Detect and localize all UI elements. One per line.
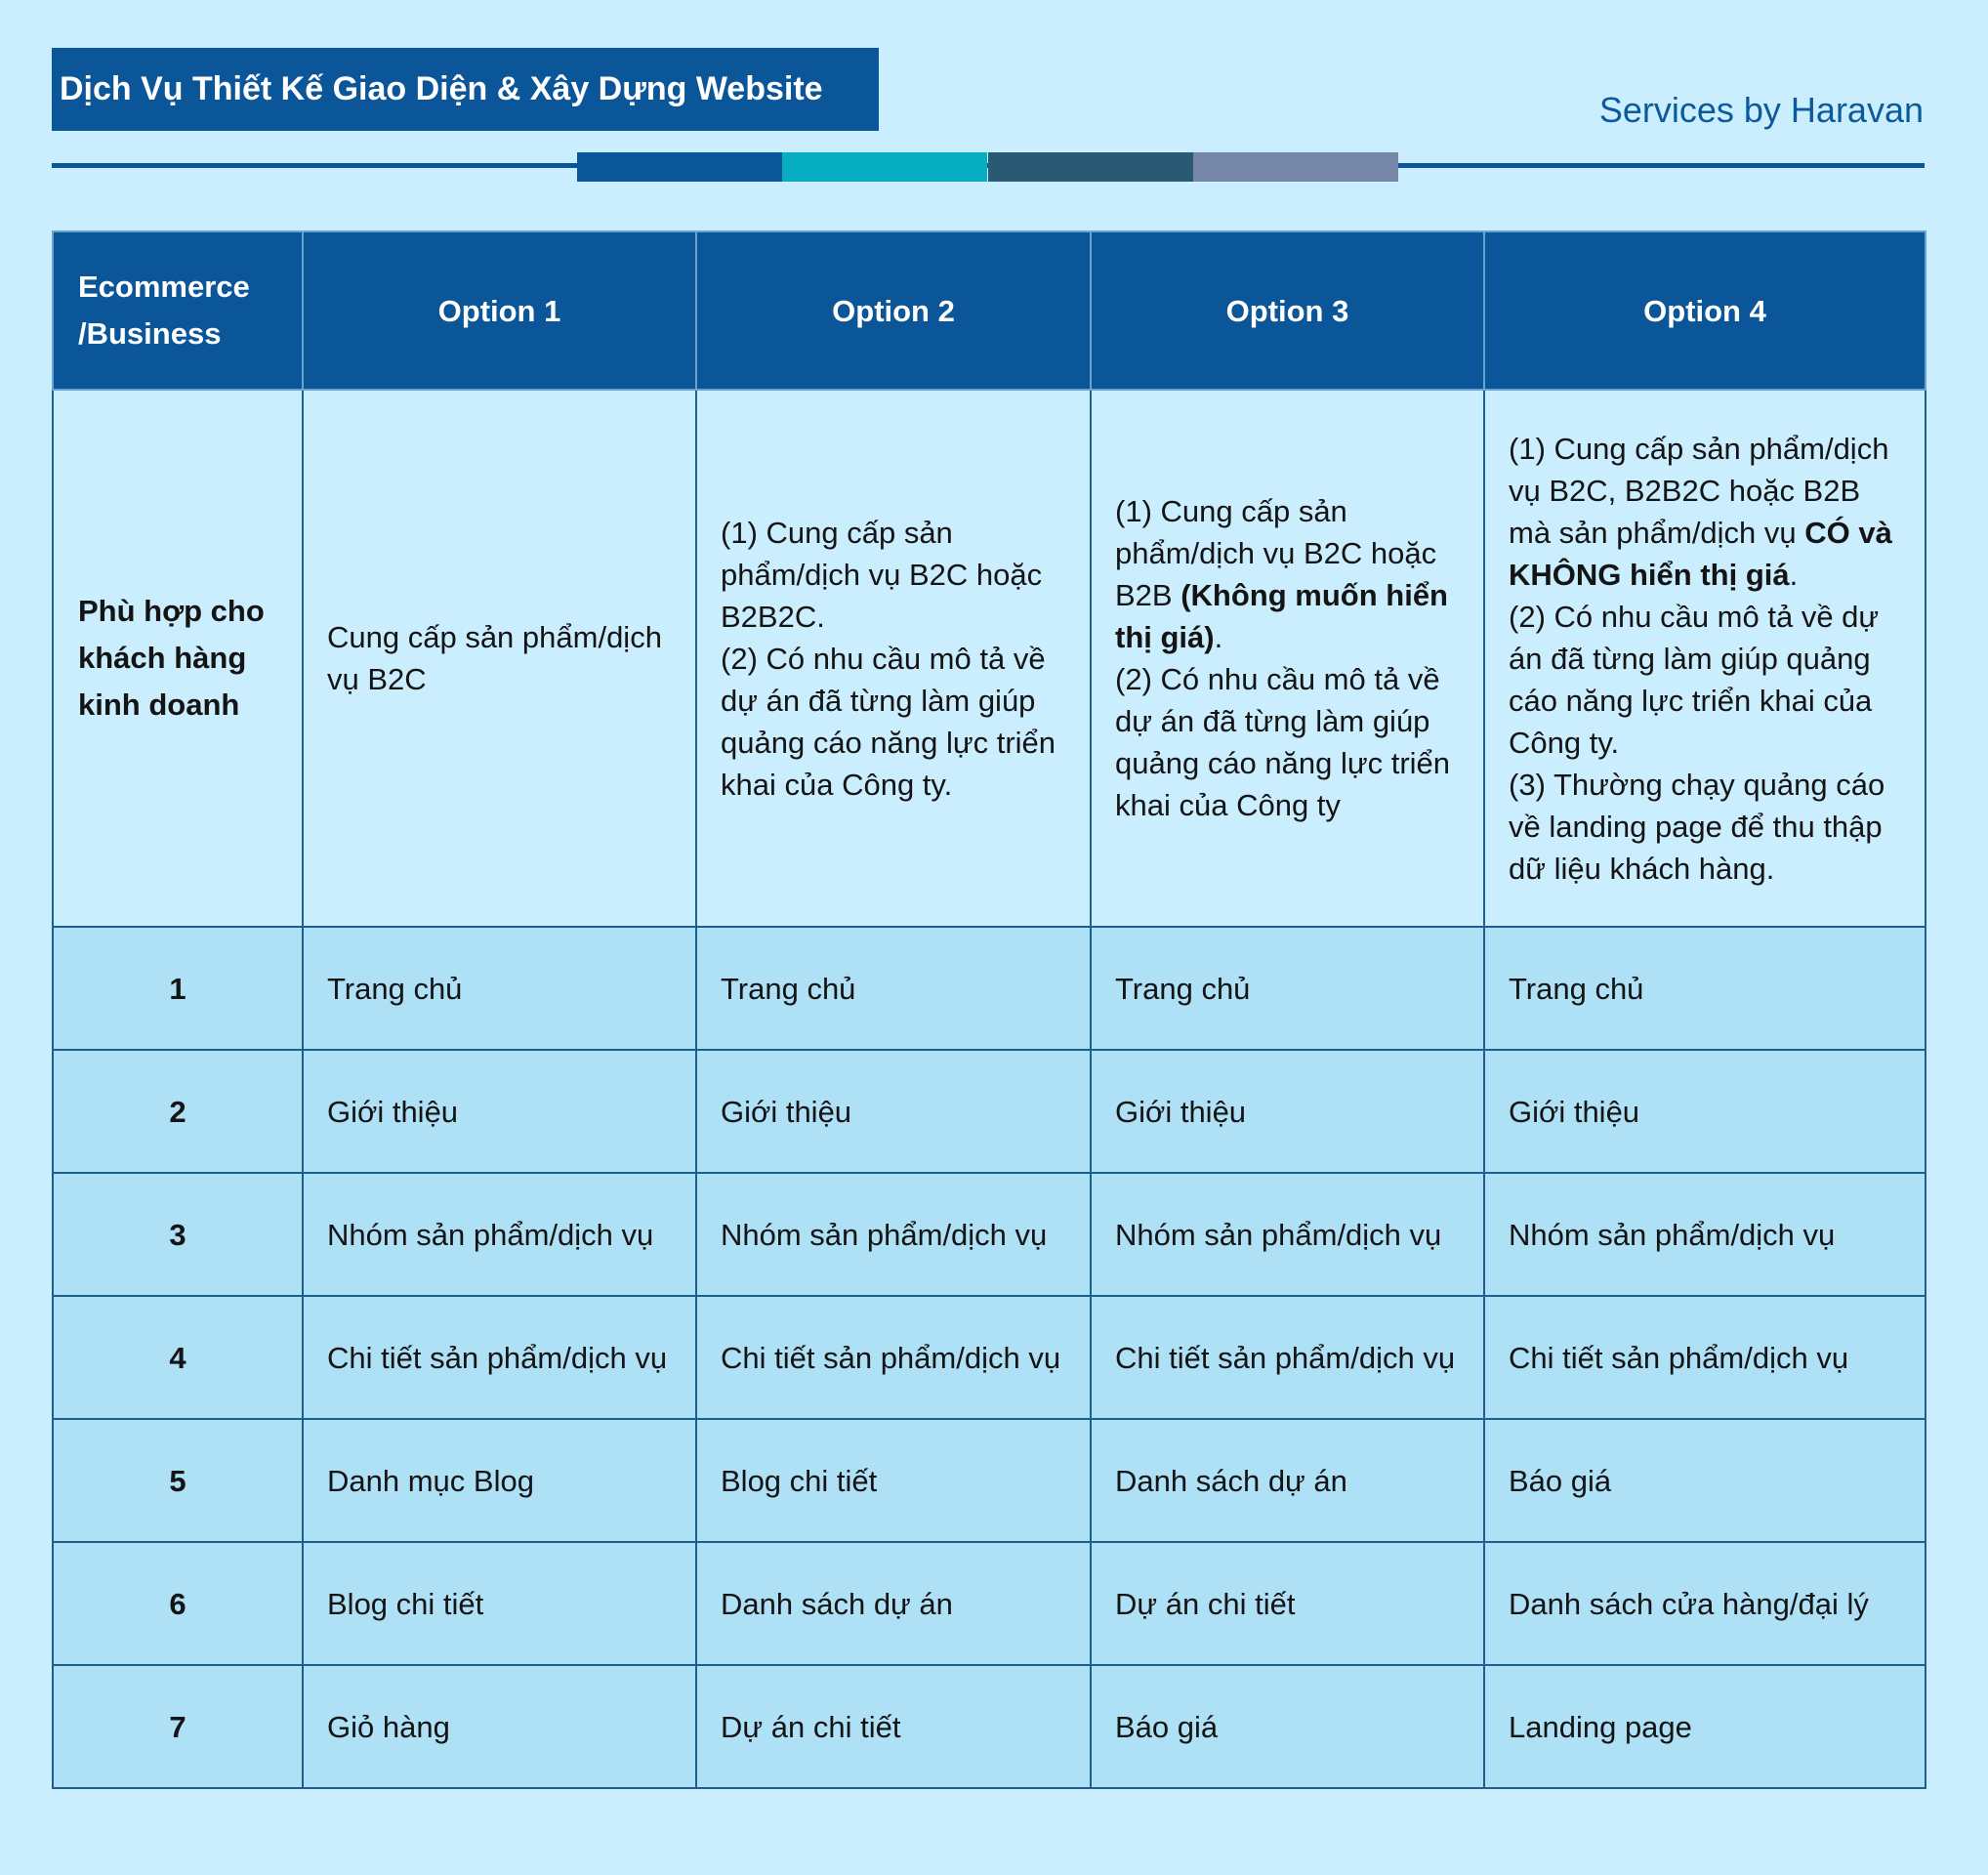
table-cell: Danh sách dự án xyxy=(1091,1419,1484,1542)
table-cell: Giỏ hàng xyxy=(303,1665,696,1788)
table-row xyxy=(53,1050,1926,1173)
page-title-banner xyxy=(52,48,879,131)
table-cell: Blog chi tiết xyxy=(303,1542,696,1665)
suitability-label: Phù hợp cho khách hàng kinh doanh xyxy=(53,390,303,927)
comparison-table xyxy=(52,230,1926,1789)
table-cell: Nhóm sản phẩm/dịch vụ xyxy=(303,1173,696,1296)
suitability-option-3-p1: (1) Cung cấp sản phẩm/dịch vụ B2C hoặc B2B (Không muốn hiển thị giá). xyxy=(1115,494,1448,654)
column-header-business: Ecommerce /Business xyxy=(53,231,303,390)
table-cell: Dự án chi tiết xyxy=(696,1665,1091,1788)
table-row xyxy=(53,1665,1926,1788)
divider-segment-2 xyxy=(782,152,987,182)
table-cell: Báo giá xyxy=(1091,1665,1484,1788)
brand-text: Services by Haravan xyxy=(1598,90,1924,130)
table-cell: Trang chủ xyxy=(1091,927,1484,1050)
table-cell: Danh mục Blog xyxy=(303,1419,696,1542)
table-cell: Giới thiệu xyxy=(1484,1050,1926,1173)
table-row xyxy=(53,927,1926,1050)
table-cell: Trang chủ xyxy=(303,927,696,1050)
suitability-option-3-p2: (2) Có nhu cầu mô tả về dự án đã từng làm giúp quảng cáo năng lực triển khai của Công ty xyxy=(1115,662,1451,822)
column-header-option-3: Option 3 xyxy=(1091,231,1484,390)
row-number: 3 xyxy=(53,1173,303,1296)
divider-segment-3 xyxy=(988,152,1193,182)
table-row xyxy=(53,1173,1926,1296)
table-row xyxy=(53,1419,1926,1542)
table-cell: Dự án chi tiết xyxy=(1091,1542,1484,1665)
table-cell: Giới thiệu xyxy=(1091,1050,1484,1173)
table-cell: Chi tiết sản phẩm/dịch vụ xyxy=(696,1296,1091,1419)
divider-segment-1 xyxy=(577,152,782,182)
row-number: 6 xyxy=(53,1542,303,1665)
table-cell: Danh sách dự án xyxy=(696,1542,1091,1665)
table-cell: Nhóm sản phẩm/dịch vụ xyxy=(1091,1173,1484,1296)
table-row xyxy=(53,1296,1926,1419)
suitability-option-2: (1) Cung cấp sản phẩm/dịch vụ B2C hoặc B2B2C. (2) Có nhu cầu mô tả về dự án đã từng làm giúp quảng cáo năng lực triển khai của Công ty. xyxy=(696,390,1091,927)
table-header-row xyxy=(53,231,1926,390)
suitability-option-4 xyxy=(1484,390,1926,927)
table-cell: Báo giá xyxy=(1484,1419,1926,1542)
table-cell: Giới thiệu xyxy=(303,1050,696,1173)
suitability-option-4-p1: (1) Cung cấp sản phẩm/dịch vụ B2C, B2B2C hoặc B2B mà sản phẩm/dịch vụ CÓ và KHÔNG hiển thị giá. xyxy=(1509,431,1892,592)
suitability-option-4-p3: (3) Thường chạy quảng cáo về landing page để thu thập dữ liệu khách hàng. xyxy=(1509,767,1885,886)
page-title: Dịch Vụ Thiết Kế Giao Diện & Xây Dựng Website xyxy=(60,70,823,107)
row-number: 7 xyxy=(53,1665,303,1788)
column-header-option-2: Option 2 xyxy=(696,231,1091,390)
table-cell: Landing page xyxy=(1484,1665,1926,1788)
row-number: 5 xyxy=(53,1419,303,1542)
table-cell: Chi tiết sản phẩm/dịch vụ xyxy=(303,1296,696,1419)
suitability-option-1: Cung cấp sản phẩm/dịch vụ B2C xyxy=(303,390,696,927)
table-row xyxy=(53,1542,1926,1665)
table-cell: Trang chủ xyxy=(696,927,1091,1050)
suitability-option-4-p2: (2) Có nhu cầu mô tả về dự án đã từng làm giúp quảng cáo năng lực triển khai của Công ty. xyxy=(1509,599,1880,760)
column-header-option-4: Option 4 xyxy=(1484,231,1926,390)
table-cell: Chi tiết sản phẩm/dịch vụ xyxy=(1091,1296,1484,1419)
table-cell: Chi tiết sản phẩm/dịch vụ xyxy=(1484,1296,1926,1419)
divider-segment-4 xyxy=(1193,152,1398,182)
table-cell: Trang chủ xyxy=(1484,927,1926,1050)
table-cell: Giới thiệu xyxy=(696,1050,1091,1173)
row-number: 4 xyxy=(53,1296,303,1419)
table-cell: Danh sách cửa hàng/đại lý xyxy=(1484,1542,1926,1665)
row-number: 1 xyxy=(53,927,303,1050)
row-number: 2 xyxy=(53,1050,303,1173)
table-cell: Nhóm sản phẩm/dịch vụ xyxy=(1484,1173,1926,1296)
suitability-row xyxy=(53,390,1926,927)
table-cell: Nhóm sản phẩm/dịch vụ xyxy=(696,1173,1091,1296)
column-header-option-1: Option 1 xyxy=(303,231,696,390)
suitability-option-3 xyxy=(1091,390,1484,927)
table-cell: Blog chi tiết xyxy=(696,1419,1091,1542)
